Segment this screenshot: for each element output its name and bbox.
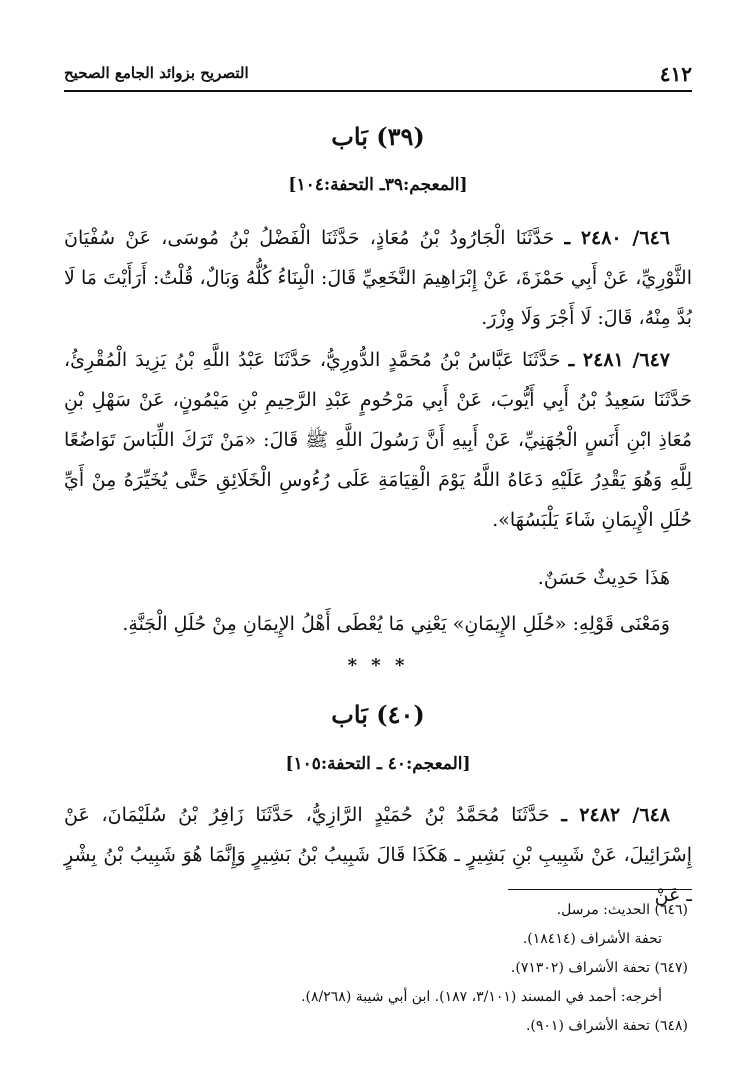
book-title: التصريح بزوائد الجامع الصحيح xyxy=(64,64,249,82)
footnotes xyxy=(64,896,692,1041)
running-header xyxy=(64,62,692,92)
hadith-647 xyxy=(64,340,692,540)
chapter-39-title: (٣٩) بَاب xyxy=(331,122,425,151)
hadith-647-number: ٦٤٧/ ٢٤٨١ ـ xyxy=(568,349,671,371)
hadith-648-number: ٦٤٨/ ٢٤٨٢ ـ xyxy=(561,804,671,826)
footnote-divider xyxy=(508,889,692,890)
footnote-646: (٦٤٦) الحديث: مرسل. xyxy=(556,902,688,918)
footnote-647-takhrij: أخرجه: أحمد في المسند (٣/١٠١، ١٨٧). ابن أبي شيبة (٨/٢٦٨). xyxy=(301,989,662,1005)
hadith-647-grading: هَذَا حَدِيثٌ حَسَنٌ. xyxy=(537,567,670,589)
page-number: ٤١٢ xyxy=(659,62,692,86)
footnote-648: (٦٤٨) تحفة الأشراف (٩٠١). xyxy=(525,1018,688,1034)
hadith-646-number: ٦٤٦/ ٢٤٨٠ ـ xyxy=(564,227,670,249)
footnote-647: (٦٤٧) تحفة الأشراف (٧١٣٠٢). xyxy=(510,960,688,976)
chapter-40-title: (٤٠) بَاب xyxy=(331,700,425,729)
hadith-647-explanation: وَمَعْنَى قَوْلِهِ: «حُلَلِ الإِيمَانِ» يَعْنِي مَا يُعْطَى أَهْلُ الإِيمَانِ مِنْ حُلَلِ الْجَنَّةِ. xyxy=(122,613,670,635)
hadith-646 xyxy=(64,218,692,338)
hadith-647-text: حَدَّثَنَا عَبَّاسُ بْنُ مُحَمَّدٍ الدُّورِيُّ، حَدَّثَنَا عَبْدُ اللَّهِ بْنُ يَزِيدَ الْمُقْرِئُ، حَدَّثَنَا سَعِيدُ بْنُ أَبِي أَيُّوبَ، عَنْ أَبِي مَرْحُومٍ عَبْدِ الرَّحِيمِ بْنِ مَيْمُونٍ، عَنْ سَهْلِ بْنِ مُعَاذِ ابْنِ أَنَسٍ الْجُهَنِيِّ، عَنْ أَبِيهِ أَنَّ رَسُولَ اللَّهِ ﷺ قَالَ: «مَنْ تَرَكَ اللِّبَاسَ تَوَاضُعًا لِلَّهِ وَهُوَ يَقْدِرُ عَلَيْهِ دَعَاهُ اللَّهُ يَوْمَ الْقِيَامَةِ عَلَى رُءُوسِ الْخَلَائِقِ حَتَّى يُخَيِّرَهُ مِنْ أَيِّ حُلَلِ الْإِيمَانِ شَاءَ يَلْبَسُهَا». xyxy=(64,349,692,531)
chapter-39-reference: [المعجم:٣٩ـ التحفة:١٠٤] xyxy=(288,175,468,195)
hadith-648-text: حَدَّثَنَا مُحَمَّدُ بْنُ حُمَيْدٍ الرَّازِيُّ، حَدَّثَنَا زَافِرُ بْنُ سُلَيْمَانَ، عَنْ إِسْرَائِيلَ، عَنْ شَبِيبِ بْنِ بَشِيرٍ ـ هَكَذَا قَالَ شَبِيبُ بْنُ بَشِيرٍ وَإِنَّمَا هُوَ شَبِيبُ بْنُ بِشْرٍ ـ عَنْ xyxy=(64,804,692,906)
footnote-646-tuhfa: تحفة الأشراف (١٨٤١٤). xyxy=(522,931,662,947)
hadith-646-text: حَدَّثَنَا الْجَارُودُ بْنُ مُعَاذٍ، حَدَّثَنَا الْفَضْلُ بْنُ مُوسَى، عَنْ سُفْيَانَ الثَّوْرِيِّ، عَنْ أَبِي حَمْزَةَ، عَنْ إِبْرَاهِيمَ النَّخَعِيِّ قَالَ: الْبِنَاءُ كُلُّهُ وَبَالٌ، قُلْتُ: أَرَأَيْتَ مَا لَا بُدَّ مِنْهُ، قَالَ: لَا أَجْرَ وَلَا وِزْرَ. xyxy=(64,227,692,329)
chapter-40-reference: [المعجم:٤٠ ـ التحفة:١٠٥] xyxy=(285,754,471,774)
section-separator: * * * xyxy=(347,655,409,676)
